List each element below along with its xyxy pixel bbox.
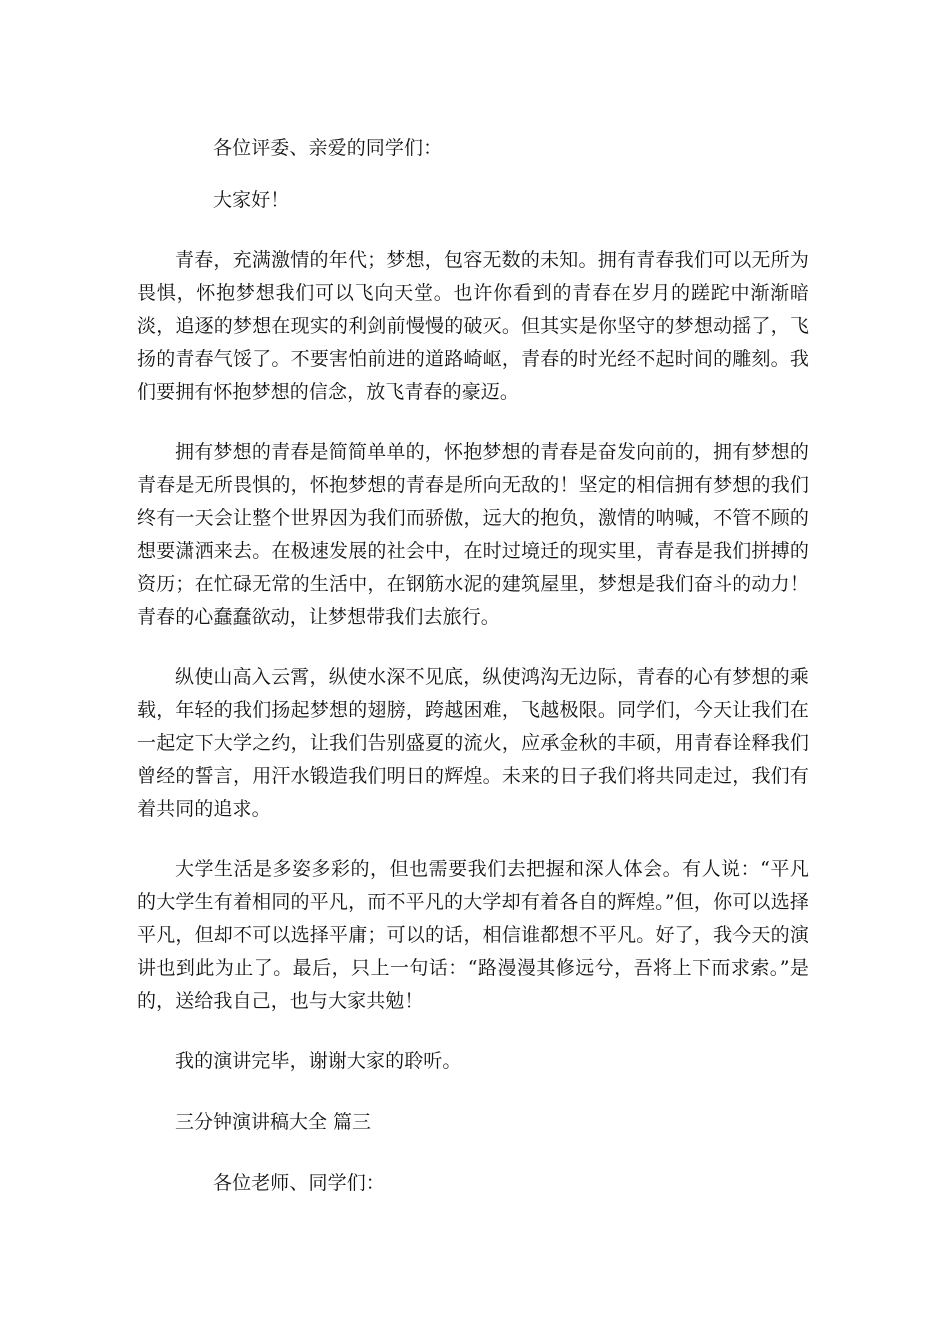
paragraph-1: 青春，充满激情的年代；梦想，包容无数的未知。拥有青春我们可以无所为畏惧，怀抱梦想我们可以飞向天堂。也许你看到的青春在岁月的蹉跎中渐渐暗淡，追逐的梦想在现实的利剑前慢慢的破灭。但其实是你坚守的梦想动摇了，飞扬的青春气馁了。不要害怕前进的道路崎岖，青春的时光经不起时间的雕刻。我们要拥有怀抱梦想的信念，放飞青春的豪迈。 [137,249,809,403]
closing-line: 我的演讲完毕，谢谢大家的聆听。 [175,1050,462,1072]
paragraph-3: 纵使山高入云霄，纵使水深不见底，纵使鸿沟无边际，青春的心有梦想的乘载，年轻的我们扬起梦想的翅膀，跨越困难，飞越极限。同学们，今天让我们在一起定下大学之约，让我们告别盛夏的流火，应承金秋的丰硕，用青春诠释我们曾经的誓言，用汗水锻造我们明日的辉煌。未来的日子我们将共同走过，我们有着共同的追求。 [137,666,809,820]
greeting-line: 各位评委、亲爱的同学们： [213,137,443,159]
next-greeting-line: 各位老师、同学们： [213,1172,385,1194]
section-title: 三分钟演讲稿大全 篇三 [175,1111,372,1133]
hello-line: 大家好！ [213,189,290,211]
document-body [137,132,809,1200]
paragraph-4: 大学生活是多姿多彩的，但也需要我们去把握和深人体会。有人说：“平凡的大学生有着相同的平凡，而不平凡的大学却有着各自的辉煌。”但，你可以选择平凡，但却不可以选择平庸；可以的话，相信谁都想不平凡。好了，我今天的演讲也到此为止了。最后，只上一句话：“路漫漫其修远兮，吾将上下而求索。”是的，送给我自己，也与大家共勉！ [137,858,809,1012]
paragraph-2: 拥有梦想的青春是简简单单的，怀抱梦想的青春是奋发向前的，拥有梦想的青春是无所畏惧的，怀抱梦想的青春是所向无敌的！坚定的相信拥有梦想的我们终有一天会让整个世界因为我们而骄傲，远大的抱负，激情的呐喊，不管不顾的想要潇洒来去。在极速发展的社会中，在时过境迁的现实里，青春是我们拼搏的资历；在忙碌无常的生活中，在钢筋水泥的建筑屋里，梦想是我们奋斗的动力！青春的心蠢蠢欲动，让梦想带我们去旅行。 [137,441,809,628]
